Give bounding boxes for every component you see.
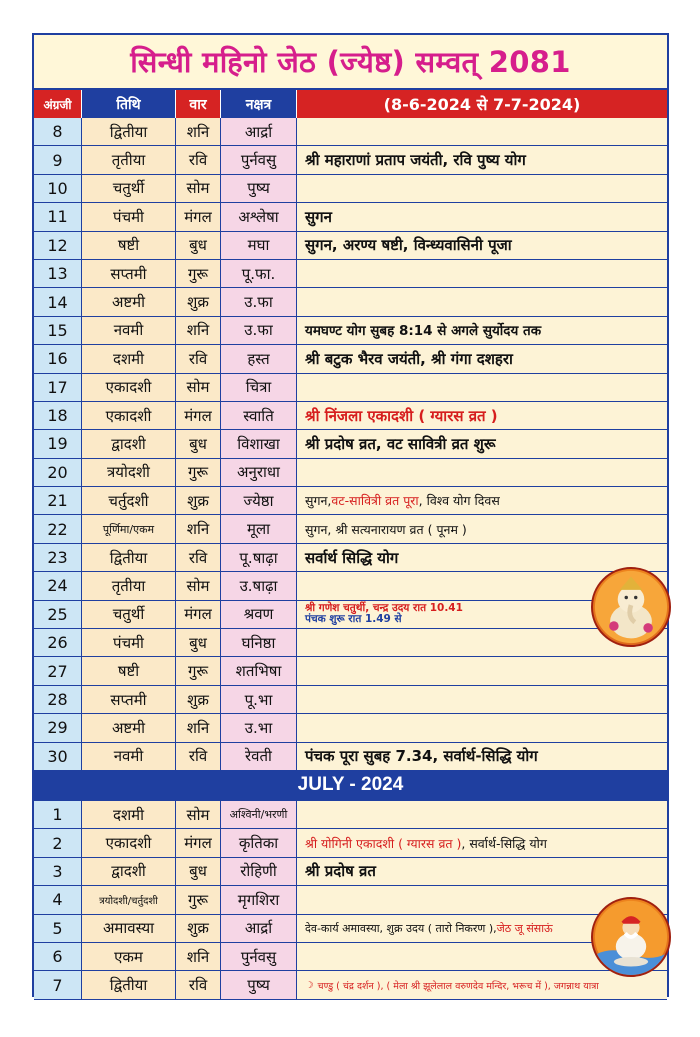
calendar-title: सिन्धी महिनो जेठ (ज्येष्ठ) सम्वत् 2081 bbox=[130, 45, 571, 79]
tithi-cell: त्रयोदशी/चर्तुदशी bbox=[82, 886, 176, 913]
table-row bbox=[34, 943, 667, 971]
nakshatra-cell: पुर्नवसु bbox=[221, 146, 297, 173]
nakshatra-cell: पुष्य bbox=[221, 971, 297, 998]
tithi-cell: चर्तुदशी bbox=[82, 487, 176, 514]
date-cell: 5 bbox=[34, 915, 82, 942]
nakshatra-cell: घनिष्ठा bbox=[221, 629, 297, 656]
var-cell: मंगल bbox=[176, 601, 221, 628]
event-part: , विश्व योग दिवस bbox=[418, 493, 500, 509]
event-cell: श्री बटुक भैरव जयंती, श्री गंगा दशहरा bbox=[297, 345, 667, 372]
event-cell: श्री निंजला एकादशी ( ग्यारस व्रत ) bbox=[297, 402, 667, 429]
event-cell bbox=[297, 118, 667, 145]
var-cell: शनि bbox=[176, 118, 221, 145]
event-cell bbox=[297, 801, 667, 828]
table-row bbox=[34, 374, 667, 402]
var-cell: रवि bbox=[176, 345, 221, 372]
table-row bbox=[34, 203, 667, 231]
event-part: सुगन, bbox=[305, 493, 332, 509]
event-part-highlight: जेठ जू संसाऊं bbox=[496, 921, 553, 935]
nakshatra-cell: अश्विनी/भरणी bbox=[221, 801, 297, 828]
table-row bbox=[34, 915, 667, 943]
table-row bbox=[34, 402, 667, 430]
table-row bbox=[34, 572, 667, 600]
table-row bbox=[34, 459, 667, 487]
table-row bbox=[34, 858, 667, 886]
var-cell: शनि bbox=[176, 714, 221, 741]
var-cell: गुरू bbox=[176, 886, 221, 913]
date-cell: 21 bbox=[34, 487, 82, 514]
date-cell: 2 bbox=[34, 829, 82, 856]
event-cell: सुगन, श्री सत्यनारायण व्रत ( पूनम ) bbox=[297, 515, 667, 542]
var-cell: सोम bbox=[176, 801, 221, 828]
var-cell: गुरू bbox=[176, 260, 221, 287]
nakshatra-cell: चित्रा bbox=[221, 374, 297, 401]
event-line: पंचक शुरू रात 1.49 से bbox=[305, 613, 402, 626]
event-cell bbox=[297, 971, 667, 998]
event-part-highlight: श्री योगिनी एकादशी ( ग्यारस व्रत ) bbox=[305, 835, 462, 851]
table-row bbox=[34, 544, 667, 572]
nakshatra-cell: मघा bbox=[221, 232, 297, 259]
table-row bbox=[34, 714, 667, 742]
tithi-cell: सप्तमी bbox=[82, 686, 176, 713]
column-header-row bbox=[34, 90, 667, 118]
tithi-cell: पंचमी bbox=[82, 203, 176, 230]
event-cell: यमघण्ट योग सुबह 8:14 से अगले सुर्योदय तक bbox=[297, 317, 667, 344]
event-part: चण्डु ( चंद्र दर्शन ), ( मेला श्री झूलेलाल वरुणदेव मन्दिर, भरूच में ), जगन्नाथ यात्रा bbox=[317, 980, 599, 992]
ganesh-image bbox=[591, 567, 671, 647]
var-cell: शनि bbox=[176, 515, 221, 542]
event-cell bbox=[297, 459, 667, 486]
tithi-cell: एकादशी bbox=[82, 374, 176, 401]
event-line: श्री गणेश चतुर्थी, चन्द्र उदय रात 10.41 bbox=[305, 602, 463, 615]
tithi-cell: चतुर्थी bbox=[82, 601, 176, 628]
tithi-cell: तृतीया bbox=[82, 572, 176, 599]
date-cell: 14 bbox=[34, 288, 82, 315]
nakshatra-cell: उ.फा bbox=[221, 317, 297, 344]
tithi-cell: द्वितीया bbox=[82, 118, 176, 145]
nakshatra-cell: स्वाति bbox=[221, 402, 297, 429]
tithi-cell: द्वादशी bbox=[82, 858, 176, 885]
table-row bbox=[34, 487, 667, 515]
tithi-cell: अष्टमी bbox=[82, 714, 176, 741]
event-cell: पंचक पूरा सुबह 7.34, सर्वार्थ-सिद्धि योग bbox=[297, 743, 667, 770]
nakshatra-cell: रोहिणी bbox=[221, 858, 297, 885]
var-cell: रवि bbox=[176, 971, 221, 998]
table-row bbox=[34, 118, 667, 146]
var-cell: गुरू bbox=[176, 459, 221, 486]
date-cell: 15 bbox=[34, 317, 82, 344]
nakshatra-cell: कृतिका bbox=[221, 829, 297, 856]
tithi-cell: सप्तमी bbox=[82, 260, 176, 287]
table-row bbox=[34, 629, 667, 657]
var-cell: मंगल bbox=[176, 829, 221, 856]
date-cell: 29 bbox=[34, 714, 82, 741]
var-cell: शुक्र bbox=[176, 487, 221, 514]
date-cell: 9 bbox=[34, 146, 82, 173]
date-cell: 4 bbox=[34, 886, 82, 913]
table-row bbox=[34, 801, 667, 829]
table-row bbox=[34, 743, 667, 771]
var-cell: मंगल bbox=[176, 203, 221, 230]
var-cell: शुक्र bbox=[176, 686, 221, 713]
table-row bbox=[34, 430, 667, 458]
event-cell bbox=[297, 487, 667, 514]
header-tithi: तिथि bbox=[82, 90, 176, 118]
date-cell: 18 bbox=[34, 402, 82, 429]
tithi-cell: नवमी bbox=[82, 317, 176, 344]
table-row bbox=[34, 657, 667, 685]
nakshatra-cell: मूला bbox=[221, 515, 297, 542]
tithi-cell: षष्टी bbox=[82, 657, 176, 684]
var-cell: सोम bbox=[176, 374, 221, 401]
jhulelal-image bbox=[591, 897, 671, 977]
tithi-cell: एकम bbox=[82, 943, 176, 970]
table-row bbox=[34, 686, 667, 714]
nakshatra-cell: आर्द्रा bbox=[221, 118, 297, 145]
nakshatra-cell: अश्लेषा bbox=[221, 203, 297, 230]
nakshatra-cell: ज्येष्ठा bbox=[221, 487, 297, 514]
tithi-cell: त्रयोदशी bbox=[82, 459, 176, 486]
nakshatra-cell: पू.भा bbox=[221, 686, 297, 713]
var-cell: सोम bbox=[176, 175, 221, 202]
var-cell: बुध bbox=[176, 629, 221, 656]
var-cell: रवि bbox=[176, 544, 221, 571]
month-label: JULY - 2024 bbox=[297, 774, 404, 796]
tithi-cell: द्वितीया bbox=[82, 544, 176, 571]
calendar-rows bbox=[34, 118, 667, 1000]
nakshatra-cell: रेवती bbox=[221, 743, 297, 770]
var-cell: गुरू bbox=[176, 657, 221, 684]
tithi-cell: एकादशी bbox=[82, 829, 176, 856]
var-cell: सोम bbox=[176, 572, 221, 599]
date-cell: 24 bbox=[34, 572, 82, 599]
date-cell: 13 bbox=[34, 260, 82, 287]
var-cell: शनि bbox=[176, 317, 221, 344]
date-cell: 17 bbox=[34, 374, 82, 401]
tithi-cell: अमावस्या bbox=[82, 915, 176, 942]
table-row bbox=[34, 829, 667, 857]
date-cell: 8 bbox=[34, 118, 82, 145]
table-row bbox=[34, 146, 667, 174]
event-cell bbox=[297, 686, 667, 713]
nakshatra-cell: हस्त bbox=[221, 345, 297, 372]
event-cell bbox=[297, 175, 667, 202]
tithi-cell: नवमी bbox=[82, 743, 176, 770]
event-cell: श्री प्रदोष व्रत, वट सावित्री व्रत शुरू bbox=[297, 430, 667, 457]
date-cell: 7 bbox=[34, 971, 82, 998]
tithi-cell: दशमी bbox=[82, 801, 176, 828]
event-cell: सुगन, अरण्य षष्टी, विन्ध्यवासिनी पूजा bbox=[297, 232, 667, 259]
calendar-frame bbox=[32, 33, 669, 997]
date-cell: 25 bbox=[34, 601, 82, 628]
date-cell: 10 bbox=[34, 175, 82, 202]
table-row bbox=[34, 317, 667, 345]
var-cell: रवि bbox=[176, 743, 221, 770]
var-cell: बुध bbox=[176, 430, 221, 457]
table-row bbox=[34, 515, 667, 543]
event-cell bbox=[297, 260, 667, 287]
event-cell bbox=[297, 657, 667, 684]
date-cell: 1 bbox=[34, 801, 82, 828]
var-cell: बुध bbox=[176, 858, 221, 885]
event-part-highlight: वट-सावित्री व्रत पूरा bbox=[331, 493, 419, 509]
event-part: देव-कार्य अमावस्या, शुक्र उदय ( तारो निकरण ), bbox=[305, 921, 497, 935]
date-cell: 19 bbox=[34, 430, 82, 457]
date-cell: 16 bbox=[34, 345, 82, 372]
table-row bbox=[34, 345, 667, 373]
nakshatra-cell: आर्द्रा bbox=[221, 915, 297, 942]
date-cell: 11 bbox=[34, 203, 82, 230]
table-row bbox=[34, 260, 667, 288]
event-cell: सर्वार्थ सिद्धि योग bbox=[297, 544, 667, 571]
table-row bbox=[34, 886, 667, 914]
ganesh-illustration bbox=[593, 569, 669, 645]
tithi-cell: अष्टमी bbox=[82, 288, 176, 315]
nakshatra-cell: उ.फा bbox=[221, 288, 297, 315]
nakshatra-cell: श्रवण bbox=[221, 601, 297, 628]
event-cell: सुगन bbox=[297, 203, 667, 230]
event-cell: श्री महाराणां प्रताप जयंती, रवि पुष्य योग bbox=[297, 146, 667, 173]
table-row bbox=[34, 232, 667, 260]
table-row bbox=[34, 288, 667, 316]
event-cell bbox=[297, 829, 667, 856]
nakshatra-cell: अनुराधा bbox=[221, 459, 297, 486]
nakshatra-cell: मृगशिरा bbox=[221, 886, 297, 913]
var-cell: शनि bbox=[176, 943, 221, 970]
date-cell: 26 bbox=[34, 629, 82, 656]
nakshatra-cell: उ.षाढ़ा bbox=[221, 572, 297, 599]
table-row bbox=[34, 971, 667, 999]
tithi-cell: द्वादशी bbox=[82, 430, 176, 457]
table-row bbox=[34, 601, 667, 629]
date-cell: 28 bbox=[34, 686, 82, 713]
date-cell: 27 bbox=[34, 657, 82, 684]
nakshatra-cell: पुष्य bbox=[221, 175, 297, 202]
tithi-cell: दशमी bbox=[82, 345, 176, 372]
date-cell: 20 bbox=[34, 459, 82, 486]
tithi-cell: तृतीया bbox=[82, 146, 176, 173]
tithi-cell: द्वितीया bbox=[82, 971, 176, 998]
tithi-cell: चतुर्थी bbox=[82, 175, 176, 202]
header-english-date: अंग्रजी bbox=[34, 90, 82, 118]
tithi-cell: पंचमी bbox=[82, 629, 176, 656]
date-cell: 30 bbox=[34, 743, 82, 770]
date-cell: 3 bbox=[34, 858, 82, 885]
tithi-cell: एकादशी bbox=[82, 402, 176, 429]
header-nakshatra: नक्षत्र bbox=[221, 90, 297, 118]
nakshatra-cell: पू.षाढ़ा bbox=[221, 544, 297, 571]
header-var: वार bbox=[176, 90, 221, 118]
nakshatra-cell: पू.फा. bbox=[221, 260, 297, 287]
var-cell: मंगल bbox=[176, 402, 221, 429]
event-cell bbox=[297, 714, 667, 741]
date-cell: 23 bbox=[34, 544, 82, 571]
moon-icon: ☽ bbox=[305, 979, 314, 991]
date-cell: 6 bbox=[34, 943, 82, 970]
table-row bbox=[34, 175, 667, 203]
var-cell: रवि bbox=[176, 146, 221, 173]
nakshatra-cell: उ.भा bbox=[221, 714, 297, 741]
var-cell: शुक्र bbox=[176, 915, 221, 942]
title-band bbox=[34, 35, 667, 90]
nakshatra-cell: पुर्नवसु bbox=[221, 943, 297, 970]
event-cell: श्री प्रदोष व्रत bbox=[297, 858, 667, 885]
date-cell: 22 bbox=[34, 515, 82, 542]
tithi-cell: पूर्णिमा/एकम bbox=[82, 515, 176, 542]
event-cell bbox=[297, 374, 667, 401]
nakshatra-cell: शतभिषा bbox=[221, 657, 297, 684]
jhulelal-illustration bbox=[593, 899, 669, 975]
event-cell bbox=[297, 288, 667, 315]
date-cell: 12 bbox=[34, 232, 82, 259]
nakshatra-cell: विशाखा bbox=[221, 430, 297, 457]
var-cell: बुध bbox=[176, 232, 221, 259]
tithi-cell: षष्टी bbox=[82, 232, 176, 259]
header-date-range: (8-6-2024 से 7-7-2024) bbox=[297, 90, 667, 118]
event-part: , सर्वार्थ-सिद्धि योग bbox=[461, 835, 547, 851]
month-band bbox=[34, 771, 667, 801]
var-cell: शुक्र bbox=[176, 288, 221, 315]
